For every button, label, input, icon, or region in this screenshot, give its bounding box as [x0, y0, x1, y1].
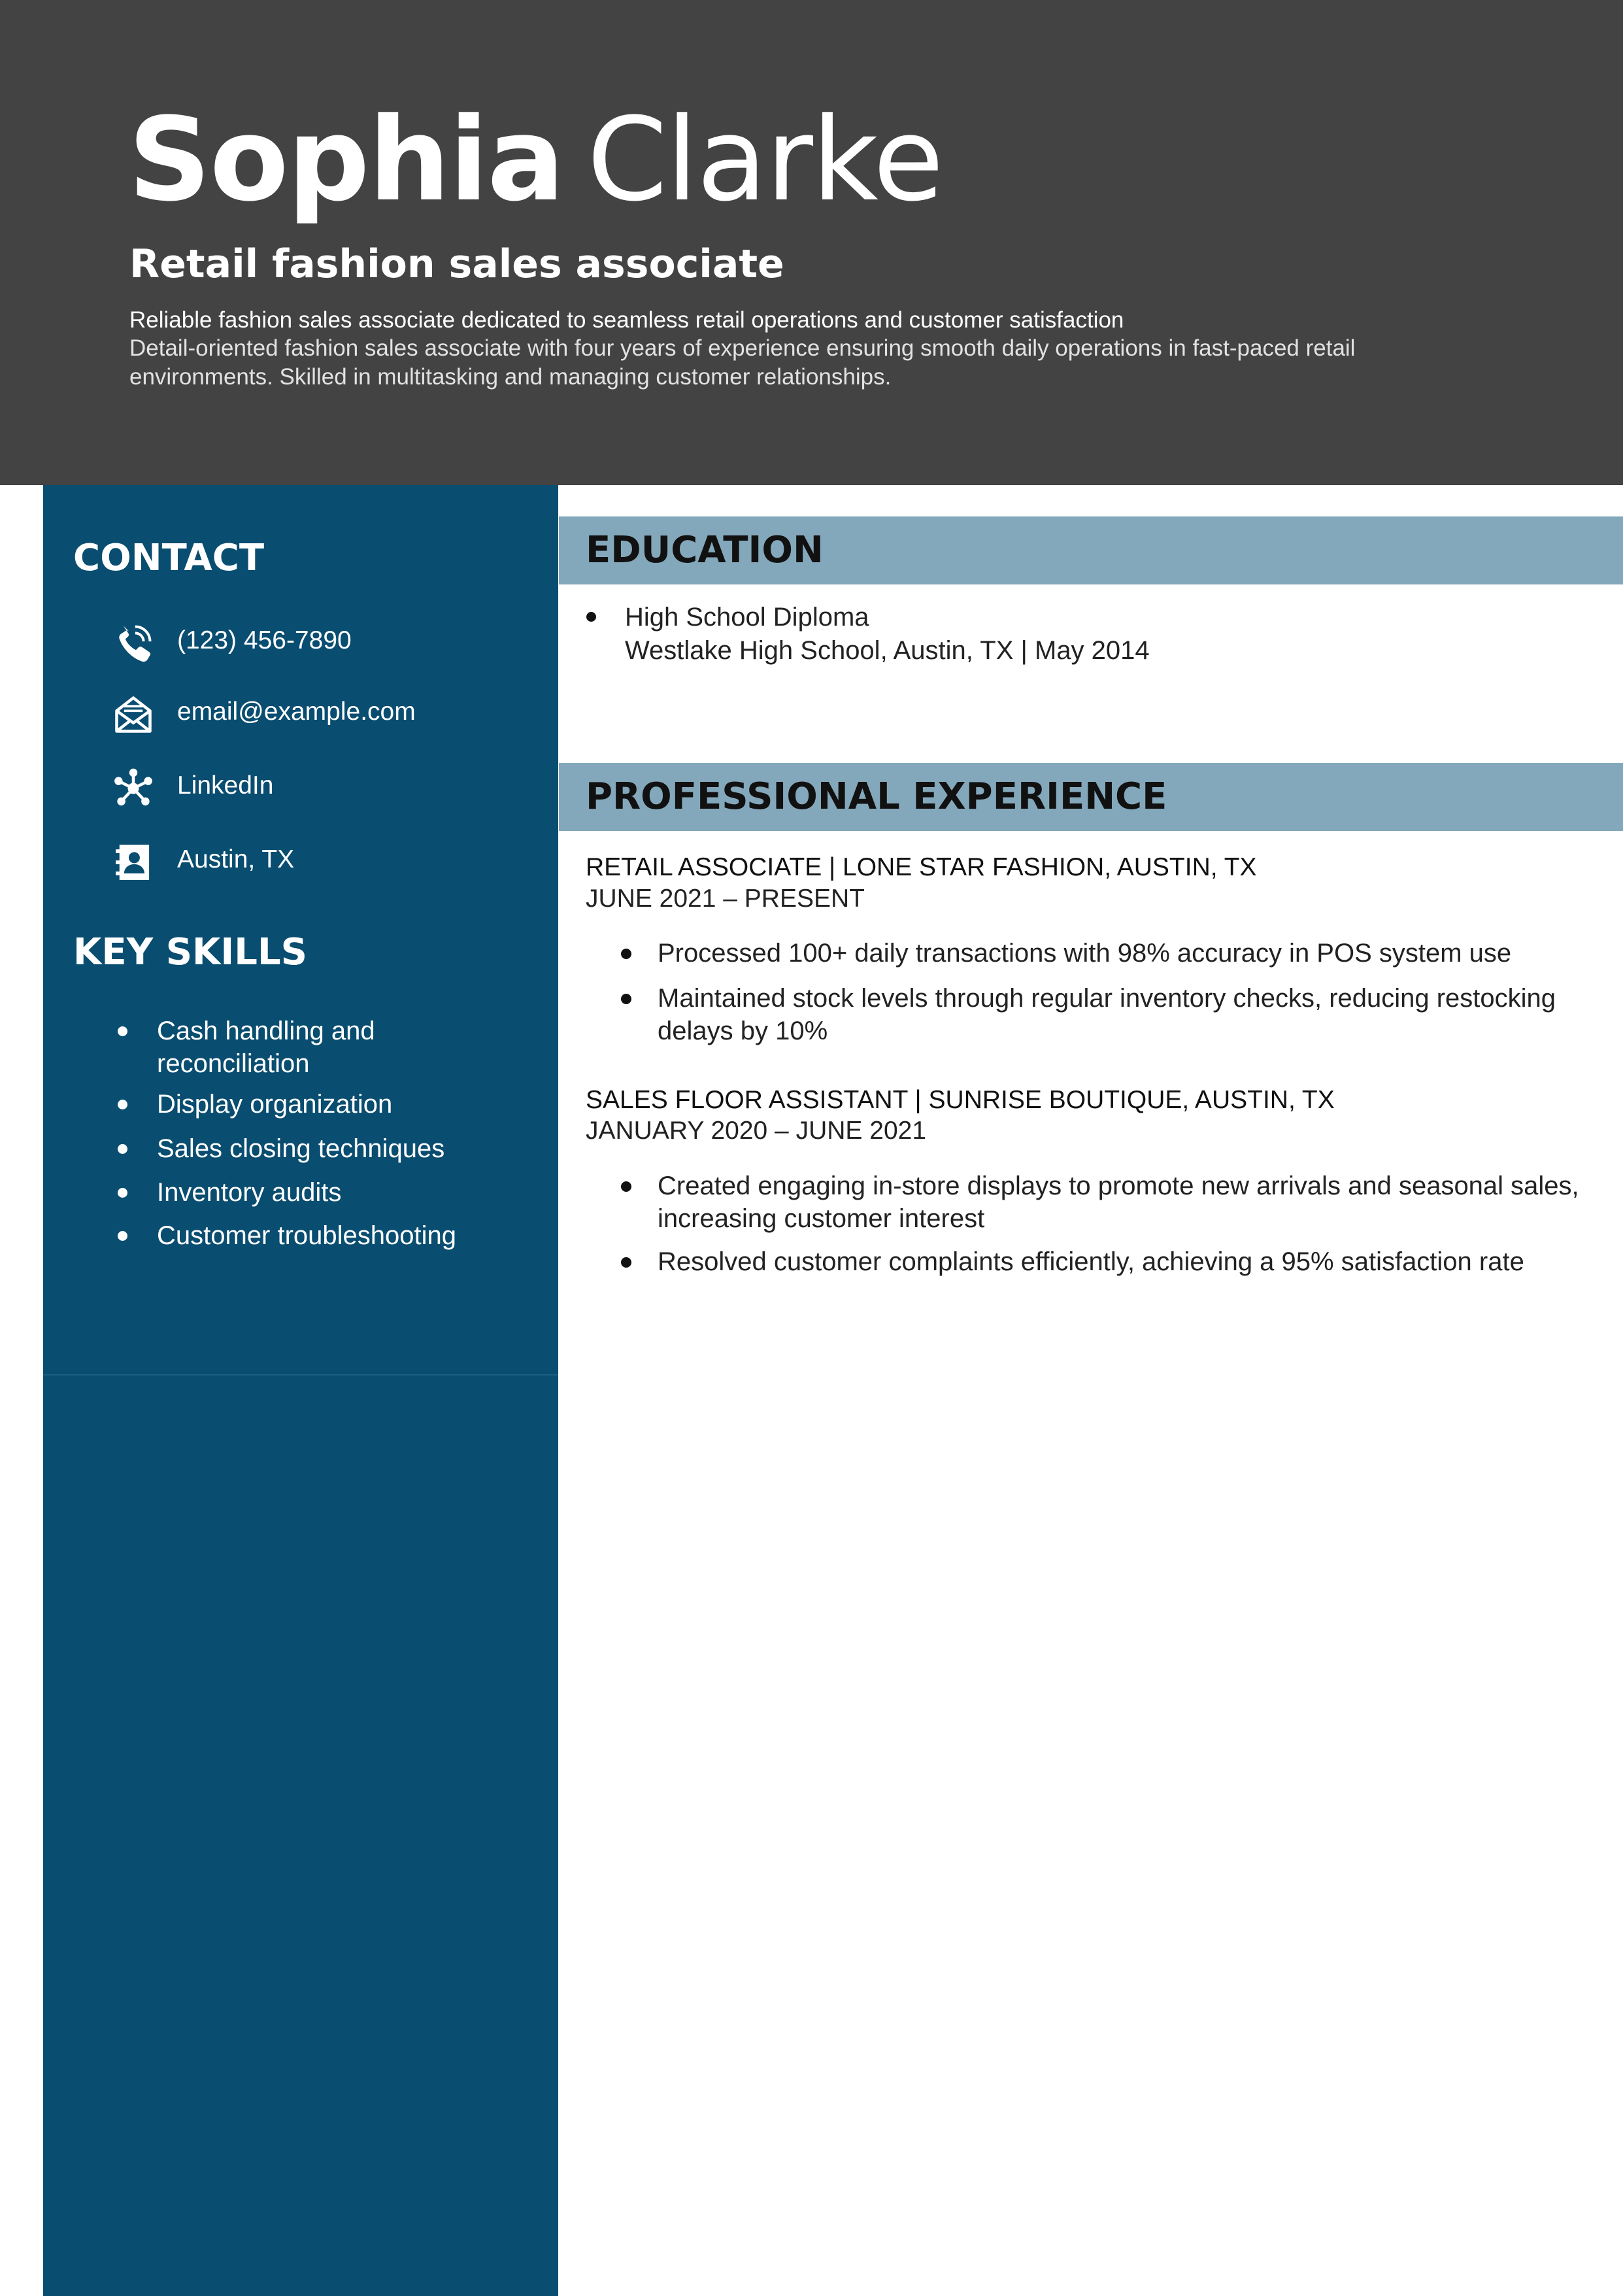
phone-text: (123) 456-7890	[177, 626, 352, 654]
sidebar	[43, 485, 558, 2296]
job-title-1: RETAIL ASSOCIATE | LONE STAR FASHION, AUSTIN, TX	[586, 853, 1257, 881]
education-heading: EDUCATION	[586, 529, 824, 571]
contact-heading: CONTACT	[73, 537, 265, 579]
job-2-bullet: Created engaging in-store displays to promote new arrivals and seasonal sales, increasing customer interest	[658, 1170, 1599, 1235]
location-text: Austin, TX	[177, 845, 295, 873]
first-name: Sophia	[128, 93, 564, 227]
skill-item: Sales closing techniques	[157, 1132, 523, 1165]
linkedin-text: LinkedIn	[177, 771, 274, 800]
last-name: Clarke	[587, 93, 943, 227]
job-1-bullet: Processed 100+ daily transactions with 98% accuracy in POS system use	[658, 937, 1599, 970]
candidate-name	[128, 88, 943, 232]
education-details: Westlake High School, Austin, TX | May 2014	[625, 636, 1150, 665]
sidebar-divider	[43, 1374, 558, 1376]
job-title: Retail fashion sales associate	[129, 241, 784, 287]
skill-item: Display organization	[157, 1088, 523, 1121]
job-title-2: SALES FLOOR ASSISTANT | SUNRISE BOUTIQUE, AUSTIN, TX	[586, 1086, 1335, 1114]
summary: Detail-oriented fashion sales associate with four years of experience ensuring smooth daily operations in fast-paced retail environments. Skilled in multitasking and managing customer relationships.	[129, 335, 1356, 390]
experience-heading: PROFESSIONAL EXPERIENCE	[586, 775, 1167, 818]
job-dates-1: JUNE 2021 – PRESENT	[586, 885, 865, 913]
tagline: Reliable fashion sales associate dedicated to seamless retail operations and customer satisfaction	[129, 307, 1124, 333]
experience-section-bar	[559, 763, 1623, 831]
network-icon	[111, 766, 156, 811]
skills-heading: KEY SKILLS	[73, 931, 307, 973]
address-book-icon	[111, 840, 156, 885]
education-degree: High School Diploma	[625, 603, 869, 632]
email-icon	[111, 692, 156, 737]
education-section-bar	[559, 516, 1623, 584]
job-2-bullet: Resolved customer complaints efficiently, achieving a 95% satisfaction rate	[658, 1245, 1599, 1278]
phone-icon	[111, 621, 156, 666]
job-1-bullet: Maintained stock levels through regular inventory checks, reducing restocking delays by 10%	[658, 982, 1599, 1047]
education-bullet	[586, 612, 596, 622]
skill-item: Inventory audits	[157, 1176, 523, 1209]
email-text: email@example.com	[177, 698, 416, 726]
skill-item: Customer troubleshooting	[157, 1219, 523, 1252]
job-dates-2: JANUARY 2020 – JUNE 2021	[586, 1117, 927, 1145]
skill-item: Cash handling and reconciliation	[157, 1015, 523, 1080]
